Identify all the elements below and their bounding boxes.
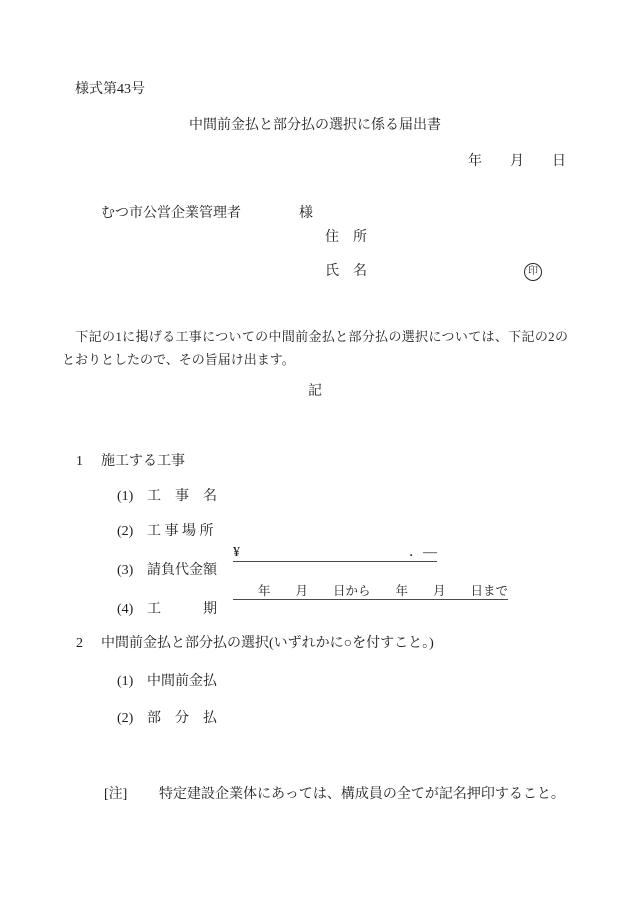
item-number: (2) (117, 711, 134, 726)
item-label: 中間前金払 (147, 674, 217, 689)
form-item-partial-payment (103, 693, 217, 744)
amount-suffix: ．― (409, 545, 437, 560)
item-label: 部 分 払 (147, 711, 217, 726)
item-number: (2) (117, 524, 134, 539)
section2-number: 2 (76, 636, 83, 651)
form-number: 様式第43号 (75, 82, 145, 97)
work-period-blank: 年 月 日から 年 月 日まで (233, 584, 509, 598)
record-marker: 記 (308, 384, 322, 399)
section2-heading-text: 中間前金払と部分払の選択(いずれかに○を付すこと。) (101, 636, 434, 651)
item-label: 工 期 (147, 602, 217, 617)
note-line (90, 769, 565, 820)
addressee-line (87, 188, 313, 239)
document-title: 中間前金払と部分払の選択に係る届出書 (189, 118, 441, 133)
item-number: (1) (117, 489, 134, 504)
note-label: [注] (104, 787, 128, 802)
item-number: (3) (117, 563, 134, 578)
seal-character: 印 (528, 266, 538, 277)
note-text: 特定建設企業体にあっては、構成員の全てが記名押印すること。 (159, 787, 565, 802)
section1-heading-text: 施工する工事 (101, 454, 185, 469)
item-label: 工 事 名 (147, 489, 217, 504)
yen-symbol: ¥ (233, 545, 240, 560)
section1-number: 1 (76, 454, 83, 469)
addressee-name: むつ市公営企業管理者 (101, 206, 241, 221)
date-line: 年 月 日 (468, 154, 566, 169)
item-number: (1) (117, 674, 134, 689)
item-label: 工 事 場 所 (147, 524, 214, 539)
seal-icon (524, 263, 542, 281)
name-label: 氏 名 (325, 264, 367, 279)
addressee-honorific: 様 (299, 206, 313, 221)
item-number: (4) (117, 602, 134, 617)
address-label: 住 所 (325, 230, 367, 245)
contract-amount-blank (233, 545, 437, 562)
body-paragraph: 下記の1に掲げる工事についての中間前金払と部分払の選択については、下記の2のとおりとしたので、その旨届け出ます。 (62, 329, 568, 367)
item-label: 請負代金額 (147, 563, 217, 578)
